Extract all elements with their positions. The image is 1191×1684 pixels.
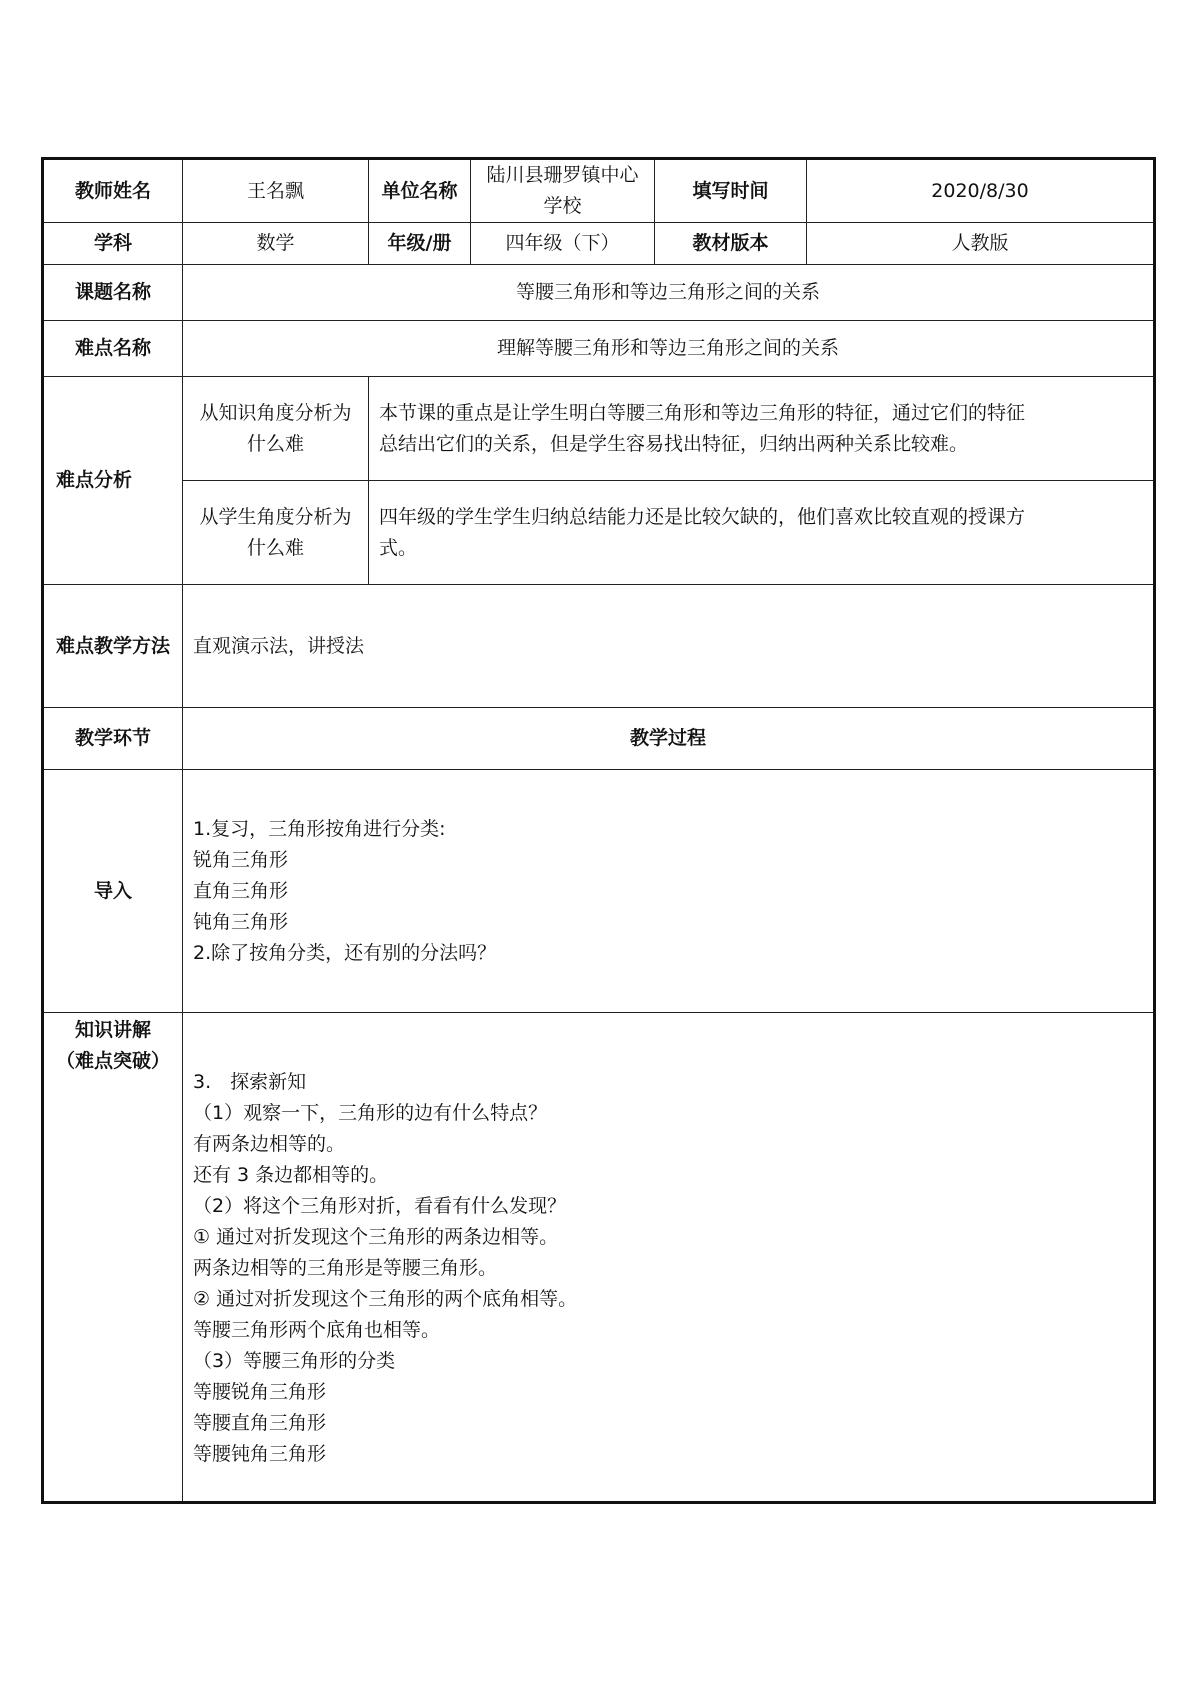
student-angle-label-line2: 什么难 — [246, 536, 304, 559]
topic-row — [43, 265, 1155, 321]
knowledge-angle-value — [369, 377, 1155, 481]
difficulty-row — [43, 321, 1155, 377]
knowledge-line: （1）观察一下，三角形的边有什么特点？ — [193, 1102, 548, 1124]
knowledge-content — [183, 1013, 1155, 1503]
knowledge-line: ② 通过对折发现这个三角形的两个底角相等。 — [193, 1288, 578, 1310]
knowledge-label — [43, 1013, 183, 1503]
intro-line: 2.除了按角分类，还有别的分法吗？ — [193, 941, 497, 964]
intro-line: 1.复习，三角形按角进行分类: — [193, 817, 446, 840]
edition-value: 人教版 — [807, 223, 1155, 265]
knowledge-angle-label-line2: 什么难 — [246, 432, 304, 455]
analysis-student-row — [43, 481, 1155, 585]
process-header-row — [43, 708, 1155, 770]
subject-value: 数学 — [183, 223, 369, 265]
student-angle-value — [369, 481, 1155, 585]
knowledge-line: （3）等腰三角形的分类 — [193, 1350, 396, 1372]
unit-value-line1: 陆川县珊罗镇中心 — [486, 164, 639, 186]
knowledge-line: （2）将这个三角形对折，看看有什么发现？ — [193, 1195, 567, 1217]
topic-label: 课题名称 — [43, 265, 183, 321]
edition-label: 教材版本 — [655, 223, 807, 265]
analysis-knowledge-row — [43, 377, 1155, 481]
teacher-label: 教师姓名 — [43, 159, 183, 223]
subject-label: 学科 — [43, 223, 183, 265]
intro-label: 导入 — [43, 770, 183, 1013]
header-row-2 — [43, 223, 1155, 265]
analysis-label: 难点分析 — [43, 377, 183, 585]
knowledge-line: 两条边相等的三角形是等腰三角形。 — [193, 1257, 498, 1279]
unit-value — [471, 159, 655, 223]
knowledge-line: 有两条边相等的。 — [193, 1133, 346, 1155]
date-value: 2020/8/30 — [807, 159, 1155, 223]
intro-content — [183, 770, 1155, 1013]
knowledge-angle-label — [183, 377, 369, 481]
knowledge-angle-label-line1: 从知识角度分析为 — [199, 401, 352, 424]
intro-line: 直角三角形 — [193, 879, 289, 902]
intro-line: 锐角三角形 — [193, 848, 289, 871]
student-angle-label-line1: 从学生角度分析为 — [199, 505, 352, 528]
process-title: 教学过程 — [183, 708, 1155, 770]
knowledge-line: 等腰三角形两个底角也相等。 — [193, 1319, 441, 1341]
topic-value: 等腰三角形和等边三角形之间的关系 — [183, 265, 1155, 321]
knowledge-line: 等腰锐角三角形 — [193, 1381, 327, 1403]
knowledge-label-line2: （难点突破） — [55, 1050, 170, 1072]
student-angle-value-line2: 式。 — [379, 536, 418, 559]
header-row-1 — [43, 159, 1155, 223]
unit-label: 单位名称 — [369, 159, 471, 223]
method-row — [43, 585, 1155, 708]
teacher-value: 王名飘 — [183, 159, 369, 223]
process-step-label: 教学环节 — [43, 708, 183, 770]
difficulty-value: 理解等腰三角形和等边三角形之间的关系 — [183, 321, 1155, 377]
knowledge-angle-value-line2: 总结出它们的关系，但是学生容易找出特征，归纳出两种关系比较难。 — [379, 432, 969, 455]
method-value: 直观演示法，讲授法 — [183, 585, 1155, 708]
knowledge-line: 等腰直角三角形 — [193, 1412, 327, 1434]
knowledge-row — [43, 1013, 1155, 1503]
knowledge-angle-value-line1: 本节课的重点是让学生明白等腰三角形和等边三角形的特征，通过它们的特征 — [379, 401, 1026, 424]
knowledge-line: 等腰钝角三角形 — [193, 1443, 327, 1465]
knowledge-label-line1: 知识讲解 — [74, 1019, 151, 1041]
student-angle-value-line1: 四年级的学生学生归纳总结能力还是比较欠缺的，他们喜欢比较直观的授课方 — [379, 505, 1026, 528]
grade-value: 四年级（下） — [471, 223, 655, 265]
method-label: 难点教学方法 — [43, 585, 183, 708]
intro-line: 钝角三角形 — [193, 910, 289, 933]
difficulty-label: 难点名称 — [43, 321, 183, 377]
date-label: 填写时间 — [655, 159, 807, 223]
intro-row — [43, 770, 1155, 1013]
lesson-plan-table — [41, 157, 1156, 1504]
knowledge-line: 3. 探索新知 — [193, 1071, 307, 1093]
student-angle-label — [183, 481, 369, 585]
knowledge-line: ① 通过对折发现这个三角形的两条边相等。 — [193, 1226, 559, 1248]
knowledge-line: 还有 3 条边都相等的。 — [193, 1164, 389, 1186]
unit-value-line2: 学校 — [543, 195, 582, 217]
grade-label: 年级/册 — [369, 223, 471, 265]
